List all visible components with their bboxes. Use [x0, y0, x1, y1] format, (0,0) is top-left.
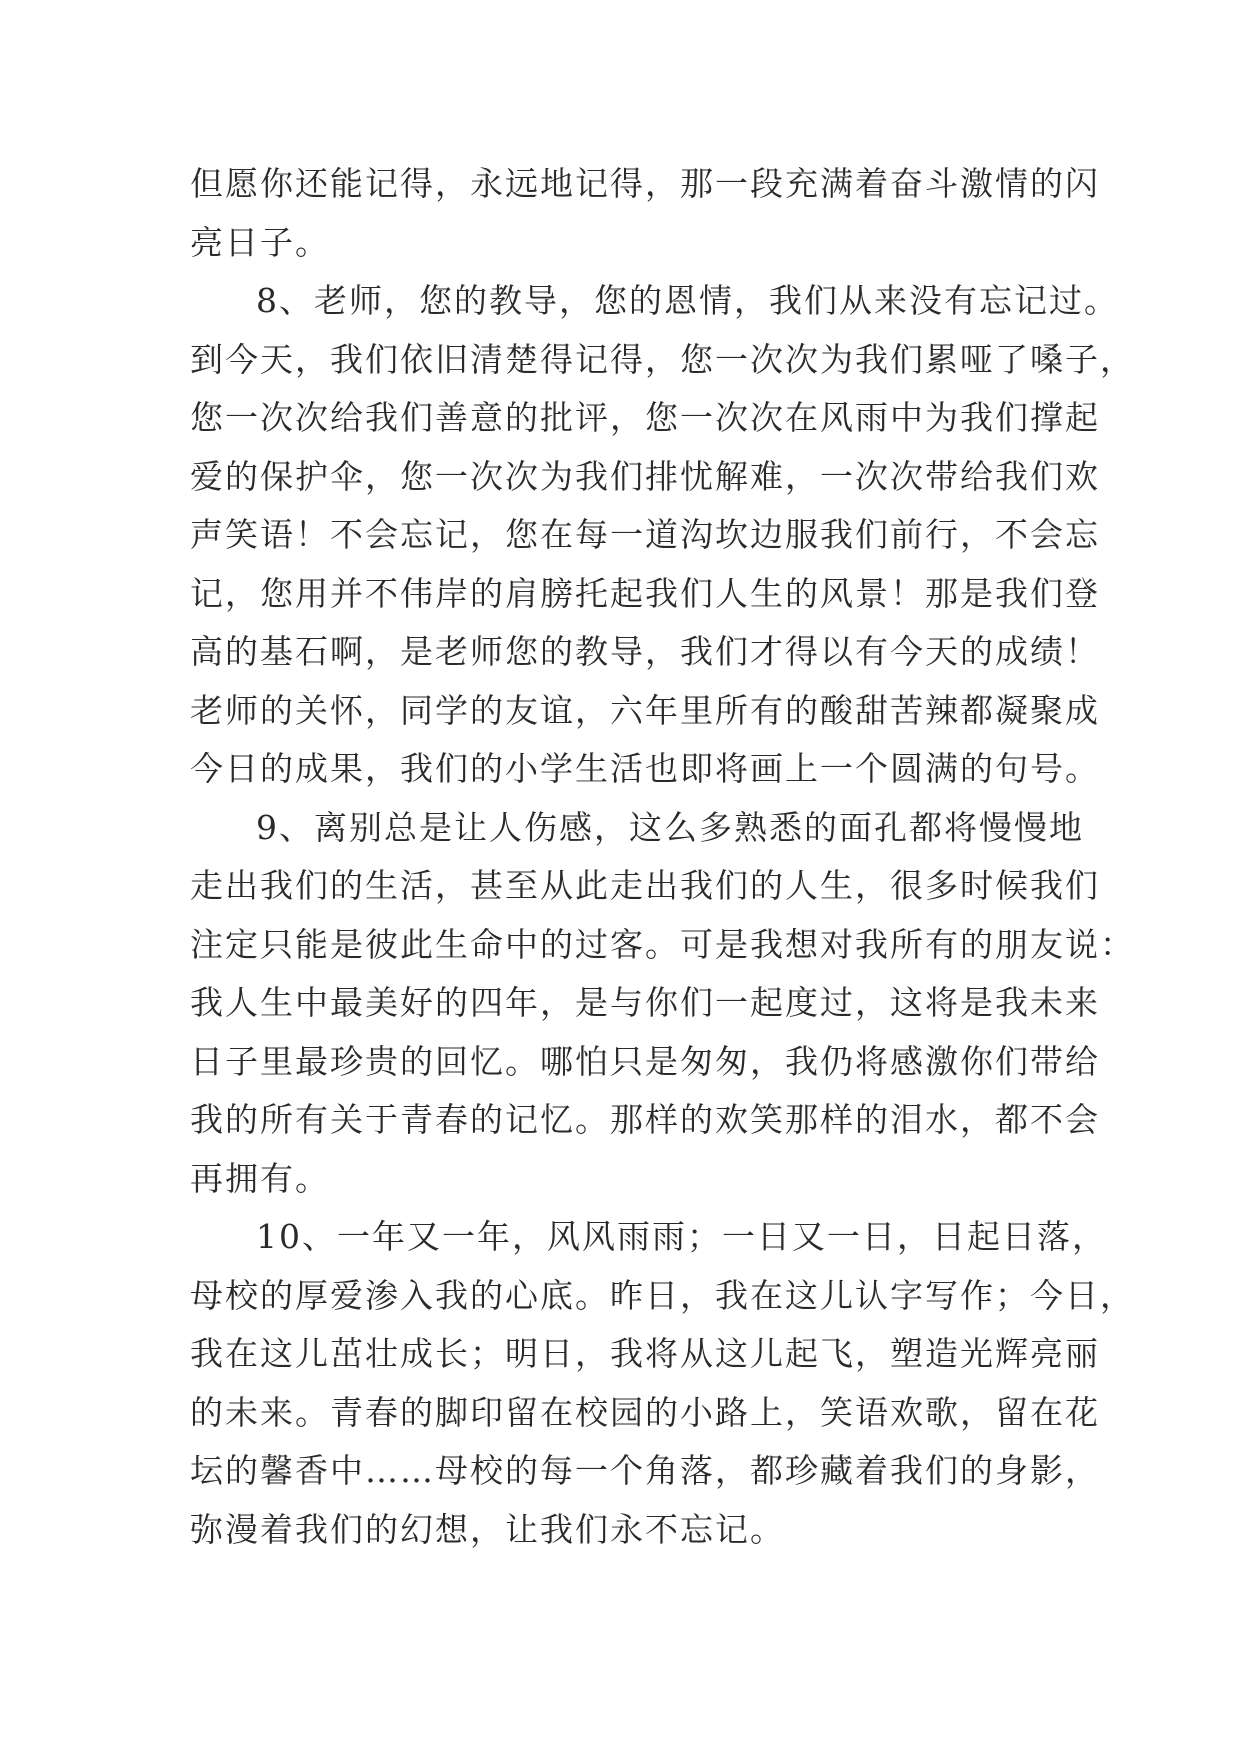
text-line: 今日的成果，我们的小学生活也即将画上一个圆满的句号。 — [190, 749, 1100, 788]
text-line: 亮日子。 — [190, 222, 330, 262]
text-line: 日子里最珍贵的回忆。哪怕只是匆匆，我仍将感激你们带给 — [190, 1041, 1100, 1081]
text-line: 高的基石啊，是老师您的教导，我们才得以有今天的成绩！ — [190, 632, 1100, 671]
text-line: 我人生中最美好的四年，是与你们一起度过，这将是我未来 — [190, 983, 1100, 1022]
text-line: 到今天，我们依旧清楚得记得，您一次次为我们累哑了嗓子， — [190, 339, 1135, 379]
text-line: 我的所有关于青春的记忆。那样的欢笑那样的泪水，都不会 — [190, 1100, 1100, 1139]
text-line: 的未来。青春的脚印留在校园的小路上，笑语欢歌，留在花 — [190, 1392, 1100, 1432]
text-line: 注定只能是彼此生命中的过客。可是我想对我所有的朋友说： — [190, 924, 1135, 964]
paragraph-9-start: 9、离别总是让人伤感，这么多熟悉的面孔都将慢慢地 — [256, 807, 1084, 847]
text-line: 走出我们的生活，甚至从此走出我们的人生，很多时候我们 — [190, 866, 1100, 905]
paragraph-8-start: 8、老师，您的教导，您的恩情，我们从来没有忘记过。 — [256, 281, 1119, 320]
text-line: 我在这儿茁壮成长；明日，我将从这儿起飞，塑造光辉亮丽 — [190, 1334, 1100, 1373]
text-line: 弥漫着我们的幻想，让我们永不忘记。 — [190, 1509, 785, 1549]
text-line: 再拥有。 — [190, 1158, 330, 1198]
text-line: 记，您用并不伟岸的肩膀托起我们人生的风景！那是我们登 — [190, 573, 1100, 613]
paragraph-10-start: 10、一年又一年，风风雨雨；一日又一日，日起日落， — [256, 1217, 1107, 1256]
text-line: 爱的保护伞，您一次次为我们排忧解难，一次次带给我们欢 — [190, 456, 1100, 496]
text-line: 声笑语！不会忘记，您在每一道沟坎边服我们前行，不会忘 — [190, 515, 1100, 554]
text-line: 老师的关怀，同学的友谊，六年里所有的酸甜苦辣都凝聚成 — [190, 690, 1100, 730]
text-line: 母校的厚爱渗入我的心底。昨日，我在这儿认字写作；今日， — [190, 1275, 1135, 1315]
text-line: 坛的馨香中……母校的每一个角落，都珍藏着我们的身影， — [190, 1451, 1100, 1490]
text-line: 您一次次给我们善意的批评，您一次次在风雨中为我们撑起 — [190, 398, 1100, 437]
text-line: 但愿你还能记得，永远地记得，那一段充满着奋斗激情的闪 — [190, 164, 1100, 203]
body-text — [190, 155, 1135, 1559]
